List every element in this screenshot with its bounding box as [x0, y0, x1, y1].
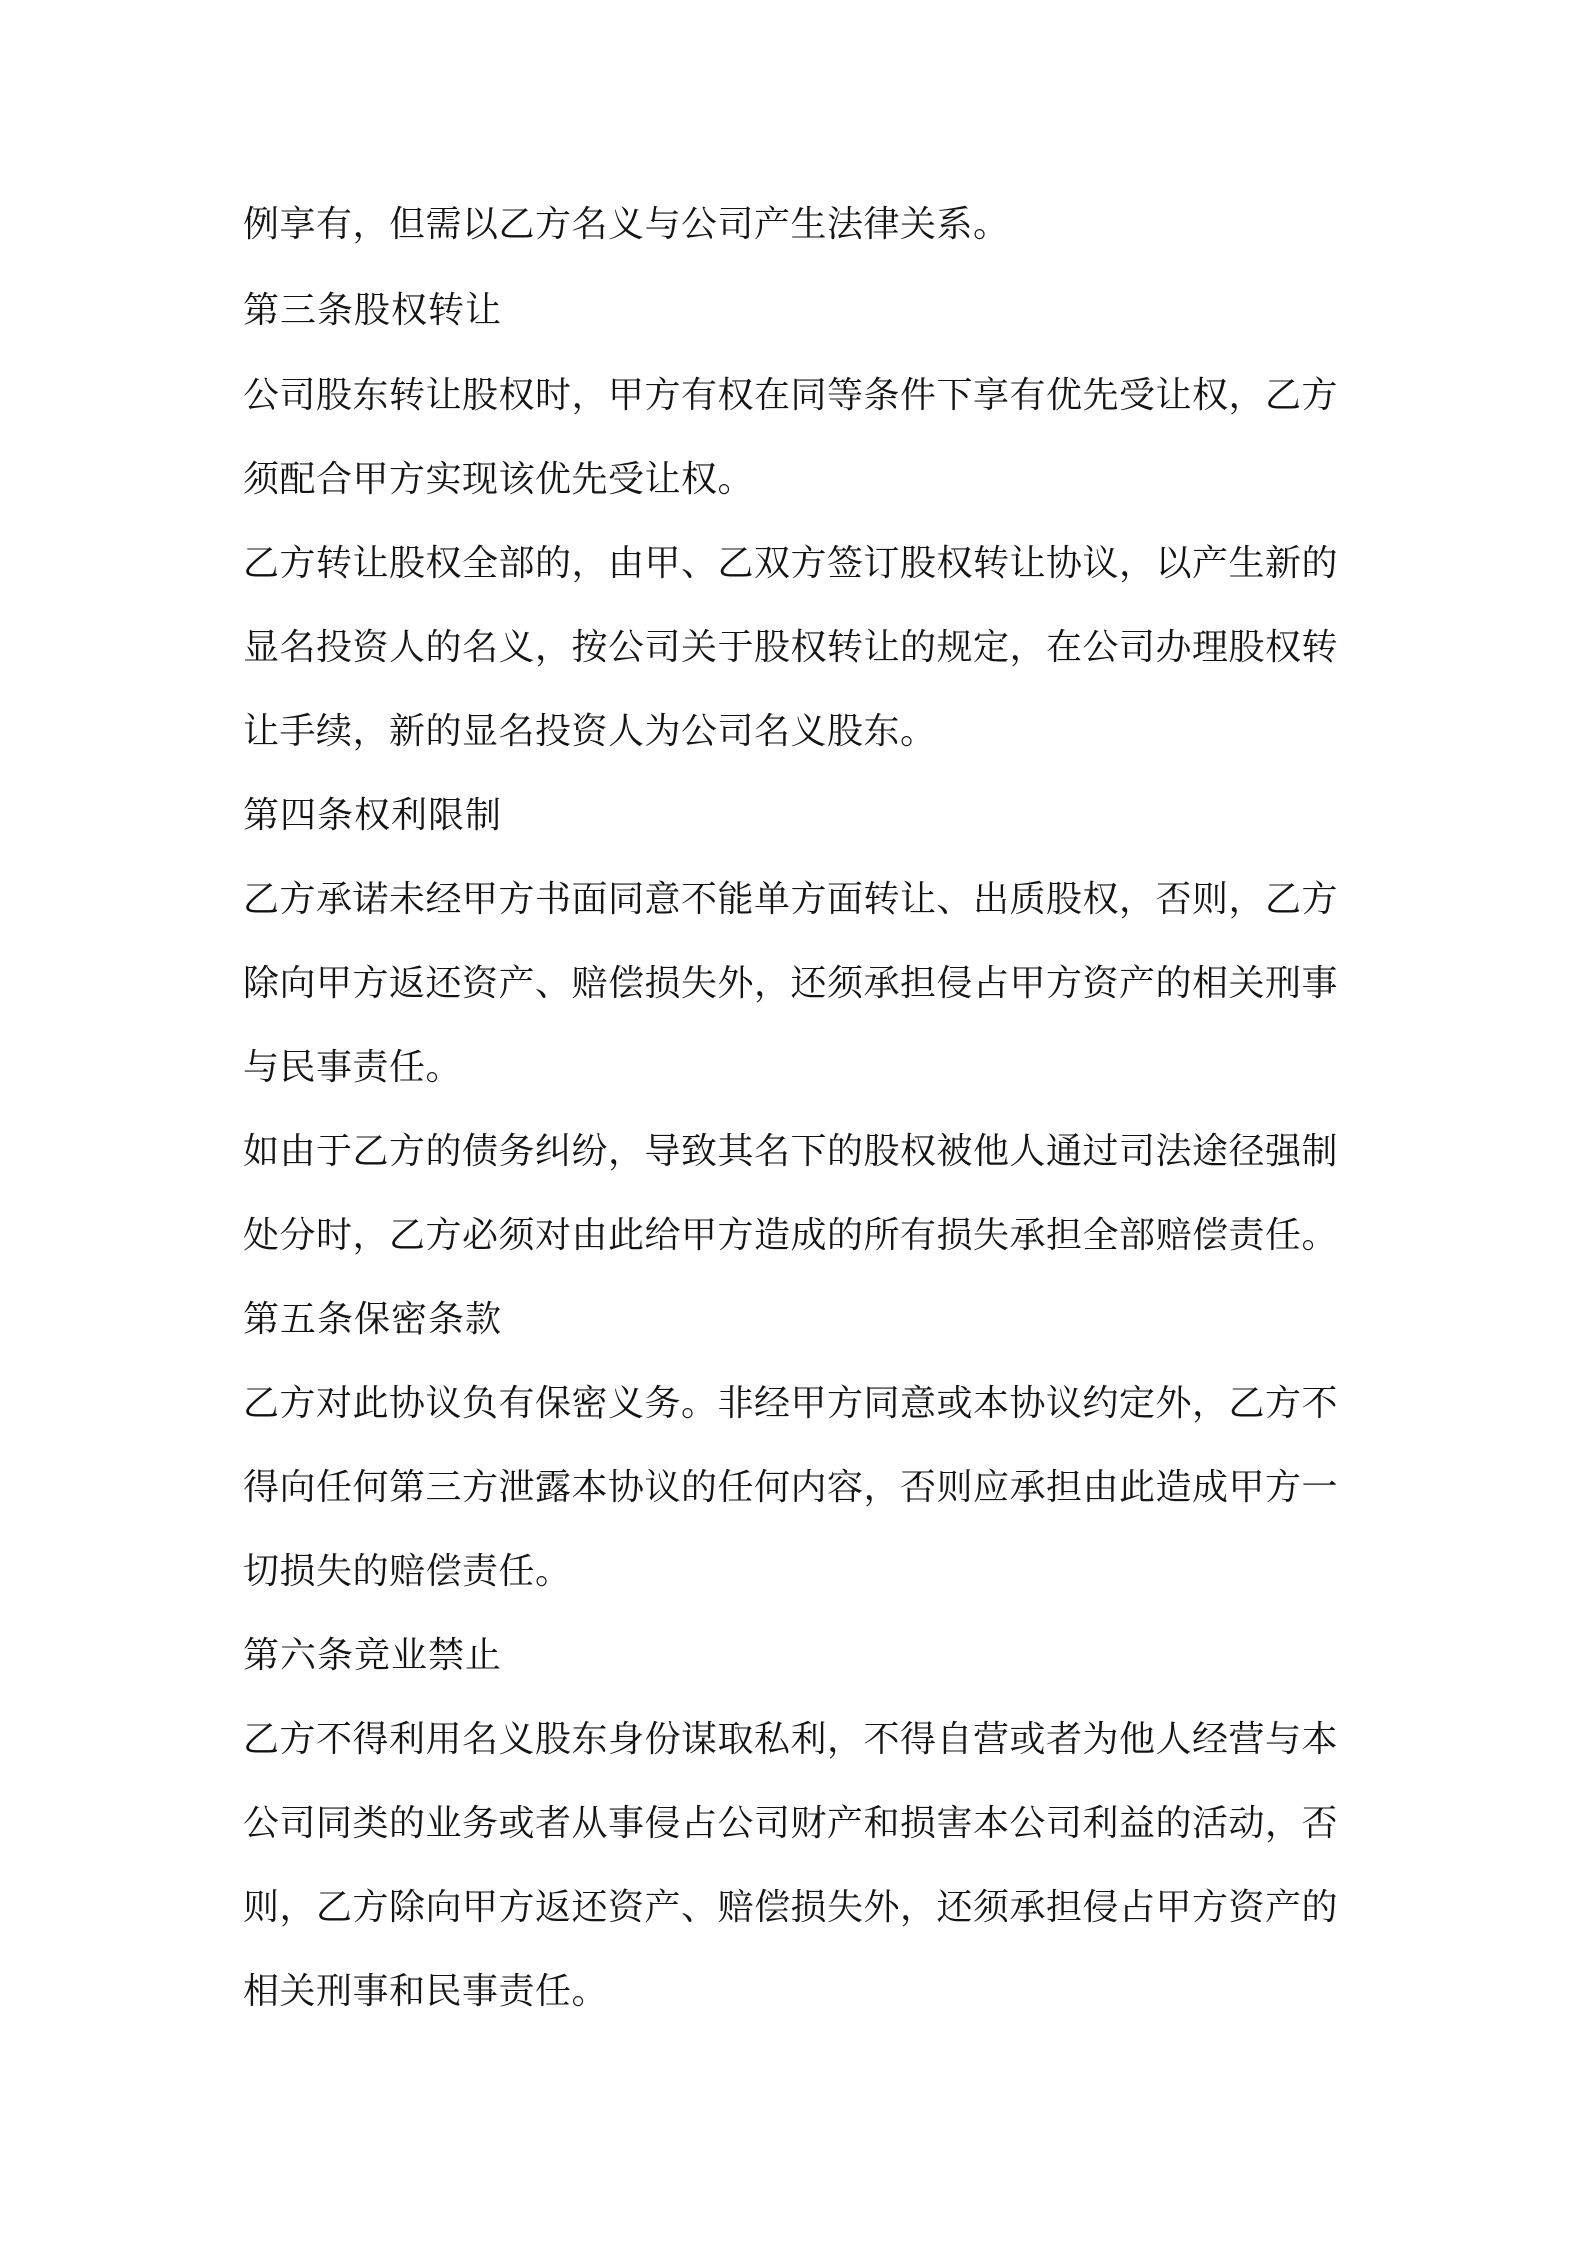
paragraph-line: 除向甲方返还资产、赔偿损失外，还须承担侵占甲方资产的相关刑事: [243, 963, 1339, 1004]
section-heading-article-4: 第四条权利限制: [243, 795, 503, 836]
paragraph-line: 须配合甲方实现该优先受让权。: [243, 459, 755, 500]
paragraph-line: 切损失的赔偿责任。: [243, 1551, 572, 1592]
paragraph-line: 乙方对此协议负有保密义务。非经甲方同意或本协议约定外，乙方不: [243, 1383, 1339, 1424]
paragraph-line: 则，乙方除向甲方返还资产、赔偿损失外，还须承担侵占甲方资产的: [243, 1887, 1339, 1928]
section-heading-article-5: 第五条保密条款: [243, 1299, 503, 1340]
paragraph-line: 相关刑事和民事责任。: [243, 1971, 609, 2012]
paragraph-line: 乙方不得利用名义股东身份谋取私利，不得自营或者为他人经营与本: [243, 1719, 1339, 1760]
paragraph-line: 如由于乙方的债务纠纷，导致其名下的股权被他人通过司法途径强制: [243, 1131, 1339, 1172]
paragraph-line: 与民事责任。: [243, 1047, 463, 1088]
section-heading-article-6: 第六条竞业禁止: [243, 1635, 503, 1676]
paragraph-line: 让手续，新的显名投资人为公司名义股东。: [243, 711, 937, 752]
paragraph-line: 得向任何第三方泄露本协议的任何内容，否则应承担由此造成甲方一: [243, 1467, 1339, 1508]
paragraph-line: 公司股东转让股权时，甲方有权在同等条件下享有优先受让权，乙方: [243, 375, 1339, 416]
paragraph-line: 处分时，乙方必须对由此给甲方造成的所有损失承担全部赔偿责任。: [243, 1215, 1339, 1256]
paragraph-line: 例享有，但需以乙方名义与公司产生法律关系。: [243, 204, 1010, 245]
paragraph-line: 乙方转让股权全部的，由甲、乙双方签订股权转让协议，以产生新的: [243, 543, 1339, 584]
paragraph-line: 乙方承诺未经甲方书面同意不能单方面转让、出质股权，否则，乙方: [243, 879, 1339, 920]
paragraph-line: 公司同类的业务或者从事侵占公司财产和损害本公司利益的活动，否: [243, 1803, 1339, 1844]
paragraph-line: 显名投资人的名义，按公司关于股权转让的规定，在公司办理股权转: [243, 627, 1339, 668]
section-heading-article-3: 第三条股权转让: [243, 290, 503, 331]
